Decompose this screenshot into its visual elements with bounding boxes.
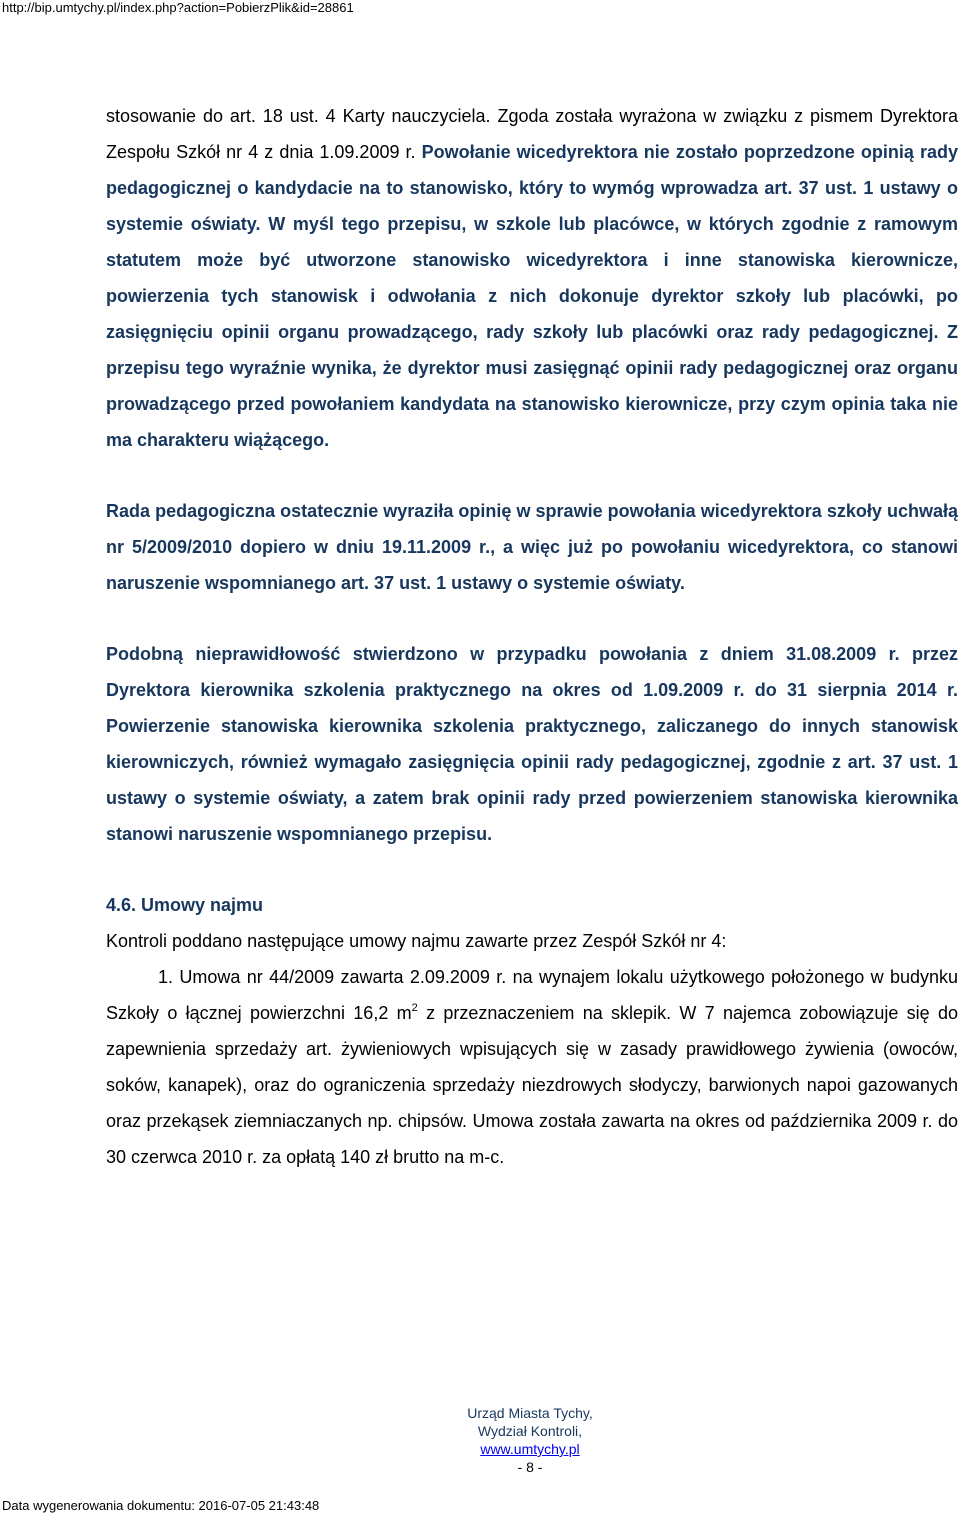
list-item (106, 959, 958, 1175)
footer-office: Urząd Miasta Tychy, (467, 1405, 593, 1421)
paragraph-regular-text: stosowanie do art. 18 ust. 4 Karty nauczyciela. Zgoda została wyrażona w związku z pismem Dyrektora Zespołu Szkół nr 4 z dnia 1.09.2009 r. (106, 106, 958, 162)
document-body (106, 98, 958, 1175)
section-intro: Kontroli poddano następujące umowy najmu zawarte przez Zespół Szkół nr 4: (106, 931, 727, 951)
list-item-text-cont: z przeznaczeniem na sklepik. W 7 najemca zobowiązuje się do zapewnienia sprzedaży art. żywieniowych wpisujących się w zasady prawidłowego żywienia (owoców, soków, kanapek), oraz do ograniczenia sprzedaży niezdrowych słodyczy, barwionych napoi gazowanych oraz przekąsek ziemniaczanych np. chipsów. Umowa została zawarta na okres od października 2009 r. do 30 czerwca 2010 r. za opłatą 140 zł brutto na m-c. (106, 1003, 958, 1167)
paragraph-appointment (106, 98, 958, 458)
generation-date: Data wygenerowania dokumentu: 2016-07-05 21:43:48 (2, 1498, 320, 1513)
paragraph-bold-text: Powołanie wicedyrektora nie zostało poprzedzone opinią rady pedagogicznej o kandydacie na to stanowisko, który to wymóg wprowadza art. 37 ust. 1 ustawy o systemie oświaty. W myśl tego przepisu, w szkole lub placówce, w których zgodnie z ramowym statutem może być utworzone stanowisko wicedyrektora i inne stanowiska kierownicze, powierzenia tych stanowisk i odwołania z nich dokonuje dyrektor szkoły lub placówki, po zasięgnięciu opinii organu prowadzącego, rady szkoły lub placówki oraz rady pedagogicznej. Z przepisu tego wyraźnie wynika, że dyrektor musi zasięgnąć opinii rady pedagogicznej oraz organu prowadzącego przed powołaniem kandydata na stanowisko kierownicze, przy czym opinia taka nie ma charakteru wiążącego. (106, 142, 959, 450)
paragraph-council-opinion: Rada pedagogiczna ostatecznie wyraziła opinię w sprawie powołania wicedyrektora szkoły uchwałą nr 5/2009/2010 dopiero w dniu 19.11.2009 r., a więc już po powołaniu wicedyrektora, co stanowi naruszenie wspomnianego art. 37 ust. 1 ustawy o systemie oświaty. (106, 501, 958, 593)
footer-link[interactable]: www.umtychy.pl (480, 1441, 580, 1457)
spacer (106, 458, 958, 493)
list-item-text: 1. Umowa nr 44/2009 zawarta 2.09.2009 r. na wynajem lokalu użytkowego położonego w budynku Szkoły o łącznej powierzchni 16,2 m (106, 967, 958, 1023)
footer-department: Wydział Kontroli, (477, 1423, 583, 1439)
source-url: http://bip.umtychy.pl/index.php?action=PobierzPlik&id=28861 (2, 0, 354, 15)
spacer (106, 852, 958, 887)
page-footer (0, 1404, 960, 1476)
paragraph-similar-irregularity: Podobną nieprawidłowość stwierdzono w przypadku powołania z dniem 31.08.2009 r. przez Dyrektora kierownika szkolenia praktycznego na okres od 1.09.2009 r. do 31 sierpnia 2014 r. Powierzenie stanowiska kierownika szkolenia praktycznego, zaliczanego do innych stanowisk kierowniczych, również wymagało zasięgnięcia opinii rady pedagogicznej, zgodnie z art. 37 ust. 1 ustawy o systemie oświaty, a zatem brak opinii rady przed powierzeniem stanowiska kierownika stanowi naruszenie wspomnianego przepisu. (106, 644, 958, 844)
section-heading: 4.6. Umowy najmu (106, 895, 264, 915)
superscript: 2 (411, 1002, 418, 1014)
page-number: - 8 - (517, 1459, 543, 1475)
spacer (106, 601, 958, 636)
